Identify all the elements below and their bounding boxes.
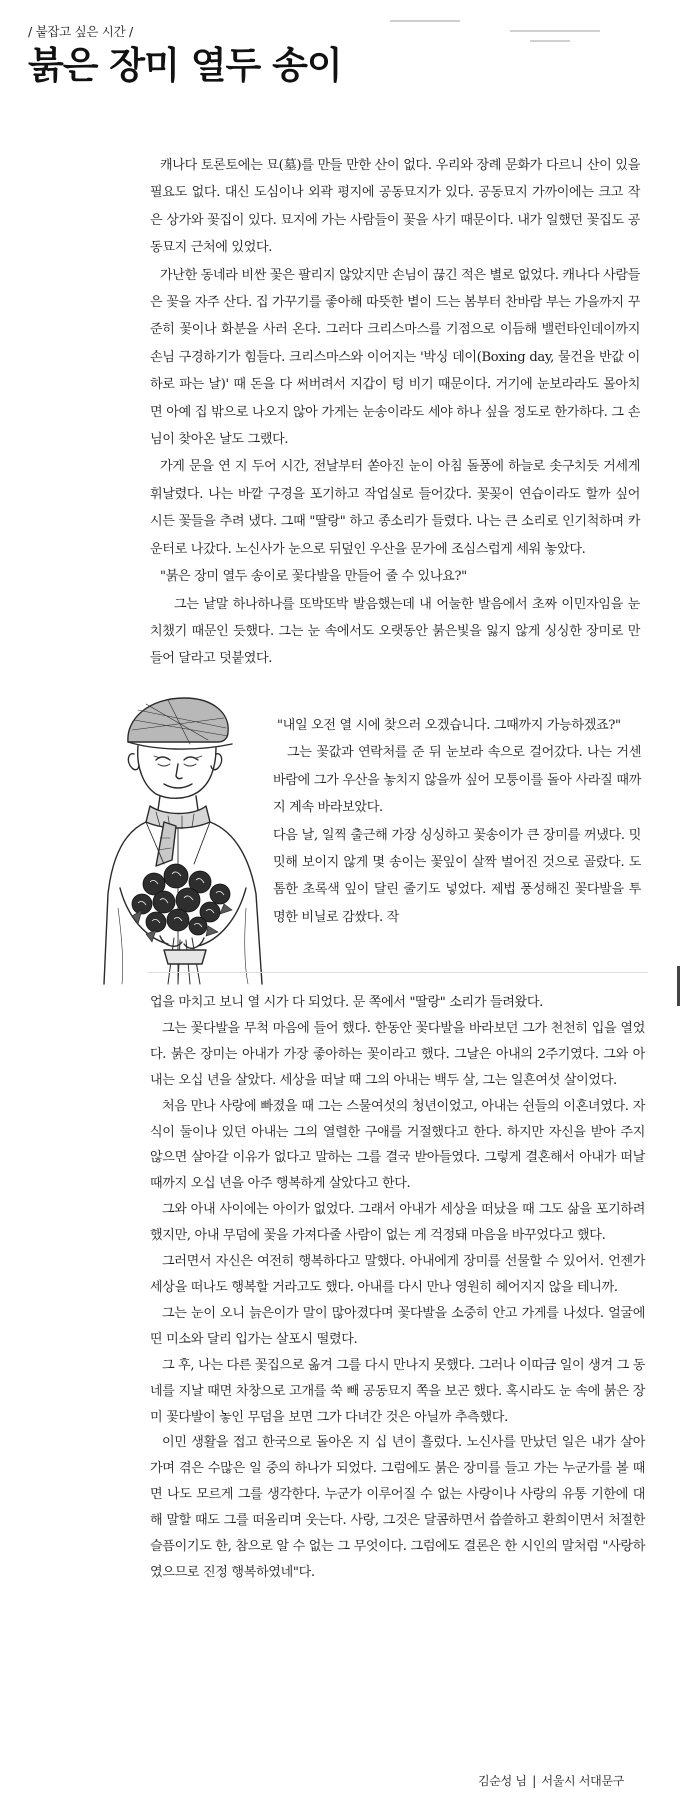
paragraph: 그는 꽃다발을 무척 마음에 들어 했다. 한동안 꽃다발을 바라보던 그가 천천히 입을 열었다. 붉은 장미는 아내가 가장 좋아하는 꽃이라고 했다. 그날은 아내의 2주기였다. 그와 아내는 오십 년을 살았다. 세상을 떠날 때 그의 아내는 백두 살, 그는 일흔여섯 살이었다.	[150, 1020, 645, 1088]
illustration-art	[98, 688, 274, 988]
paragraph: 다음 날, 일찍 출근해 가장 싱싱하고 꽃송이가 큰 장미를 꺼냈다. 밋밋해 보이지 않게 몇 송이는 꽃잎이 살짝 벌어진 것으로 골랐다. 도톰한 초록색 잎이 달린 줄기도 넣었다. 제법 풍성해진 꽃다발을 투명한 비닐로 감쌌다. 작	[273, 827, 641, 925]
paragraph: 이민 생활을 접고 한국으로 돌아온 지 십 년이 흘렀다. 노신사를 만났던 일은 내가 살아가며 겪은 수많은 일 중의 하나가 되었다. 그럼에도 붉은 장미를 들고 가는 누군가를 볼 때면 나도 모르게 그를 생각한다. 누군가 이루어질 수 없는 사랑이나 사랑의 유통 기한에 대해 말할 때도 그를 떠올리며 웃는다. 사랑, 그것은 달콤하면서 씁쓸하고 환희이면서 처절한 슬픔이기도 한, 참으로 알 수 없는 그 무엇이다. 그럼에도 결론은 한 시인의 말처럼 "사랑하였으므로 진정 행복하였네"다.	[150, 1435, 645, 1580]
author-name: 김순성 님	[478, 1774, 527, 1788]
old-man-with-roses-illustration	[98, 688, 274, 988]
paragraph: 처음 만나 사랑에 빠졌을 때 그는 스물여섯의 청년이었고, 아내는 쉰들의 이혼녀였다. 자식이 둘이나 있던 아내는 그의 열렬한 구애를 거절했다고 한다. 하지만 자신을 받아 주지 않으면 살아갈 이유가 없다고 말하는 그를 결국 받아들였다. 그렇게 결혼해서 아내가 떠날 때까지 오십 년을 아주 행복하게 살았다고 한다.	[150, 1098, 645, 1192]
paragraph: 가난한 동네라 비싼 꽃은 팔리지 않았지만 손님이 끊긴 적은 별로 없었다. 캐나다 사람들은 꽃을 자주 산다. 집 가꾸기를 좋아해 따뜻한 볕이 드는 봄부터 찬바람 부는 가을까지 꾸준히 꽃이나 화분을 사러 온다. 그러다 크리스마스를 기점으로 이듬해 밸런타인데이까지 손님 구경하기가 힘들다. 크리스마스와 이어지는 '박싱 데이(Boxing day, 물건을 반값 이하로 파는 날)' 때 돈을 다 써버려서 지갑이 텅 비기 때문이다. 거기에 눈보라라도 몰아치면 아예 집 밖으로 나오지 않아 가게는 눈송이라도 세야 하나 싶을 정도로 한가하다. 그 손님이 찾아온 날도 그랬다.	[150, 267, 641, 448]
paragraph: 그는 눈이 오니 늙은이가 말이 많아졌다며 꽃다발을 소중히 안고 가게를 나섰다. 얼굴에 띤 미소와 달리 입가는 살포시 떨렸다.	[150, 1305, 645, 1347]
paragraph: 그러면서 자신은 여전히 행복하다고 말했다. 아내에게 장미를 선물할 수 있어서. 언젠가 세상을 떠나도 행복할 거라고도 했다. 아내를 다시 만나 영원히 헤어지지 않을 테니까.	[150, 1254, 645, 1295]
author-location: 서울시 서대문구	[541, 1774, 625, 1788]
article-body-lower	[150, 990, 645, 1586]
author-credit	[478, 1772, 626, 1789]
dialogue-line: "붉은 장미 열두 송이로 꽃다발을 만들어 줄 수 있나요?"	[160, 569, 467, 585]
section-label: / 붙잡고 싶은 시간 /	[28, 24, 133, 39]
paragraph: 캐나다 토론토에는 묘(墓)를 만들 만한 산이 없다. 우리와 장례 문화가 다르니 산이 있을 필요도 없다. 대신 도심이나 외곽 평지에 공동묘지가 있다. 공동묘지 가까이에는 크고 작은 상가와 꽃집이 있다. 묘지에 가는 사람들이 꽃을 사기 때문이다. 내가 일했던 꽃집도 공동묘지 근처에 있었다.	[150, 158, 640, 256]
author-separator: |	[532, 1774, 536, 1788]
paragraph: 업을 마치고 보니 열 시가 다 되었다. 문 쪽에서 "딸랑" 소리가 들려왔다.	[150, 995, 543, 1010]
page-gap-divider	[148, 972, 648, 973]
paragraph: 그와 아내 사이에는 아이가 없었다. 그래서 아내가 세상을 떠났을 때 그도 삶을 포기하려 했지만, 아내 무덤에 꽃을 가져다줄 사람이 없는 게 걱정돼 마음을 바꾸었다고 했다.	[150, 1202, 645, 1244]
faint-scan-marks	[380, 14, 680, 54]
article-body-upper	[150, 152, 640, 673]
paragraph: 가게 문을 연 지 두어 시간, 전날부터 쏟아진 눈이 아침 돌풍에 하늘로 솟구치듯 거세게 휘날렸다. 나는 바깥 구경을 포기하고 작업실로 들어갔다. 꽃꽂이 연습이라도 할까 싶어 시든 꽃들을 추려 냈다. 그때 "딸랑" 하고 종소리가 들렸다. 나는 큰 소리로 인기척하며 카운터로 나갔다. 노신사가 눈으로 뒤덮인 우산을 문가에 조심스럽게 세워 놓았다.	[150, 459, 640, 557]
paragraph: 그는 꽃값과 연락처를 준 뒤 눈보라 속으로 걸어갔다. 나는 거센 바람에 그가 우산을 놓치지 않을까 싶어 모퉁이를 돌아 사라질 때까지 계속 바라보았다.	[273, 745, 641, 816]
scan-edge-mark	[677, 966, 680, 1006]
article-title: 붉은 장미 열두 송이	[28, 44, 342, 87]
dialogue-line: "내일 오전 열 시에 찾으러 오겠습니다. 그때까지 가능하겠죠?"	[277, 718, 621, 733]
paragraph: 그는 낱말 하나하나를 또박또박 발음했는데 내 어눌한 발음에서 초짜 이민자임을 눈치챘기 때문인 듯했다. 그는 눈 속에서도 오랫동안 붉은빛을 잃지 않게 싱싱한 장미로 만들어 달라고 덧붙였다.	[150, 596, 640, 667]
article-body-beside-illustration	[273, 712, 641, 931]
paragraph: 그 후, 나는 다른 꽃집으로 옮겨 그를 다시 만나지 못했다. 그러나 이따금 일이 생겨 그 동네를 지날 때면 차창으로 고개를 쑥 빼 공동묘지 쪽을 보곤 했다. 혹시라도 눈 속에 붉은 장미 꽃다발이 놓인 무덤을 보면 그가 다녀간 것은 아닐까 추측했다.	[150, 1357, 645, 1425]
